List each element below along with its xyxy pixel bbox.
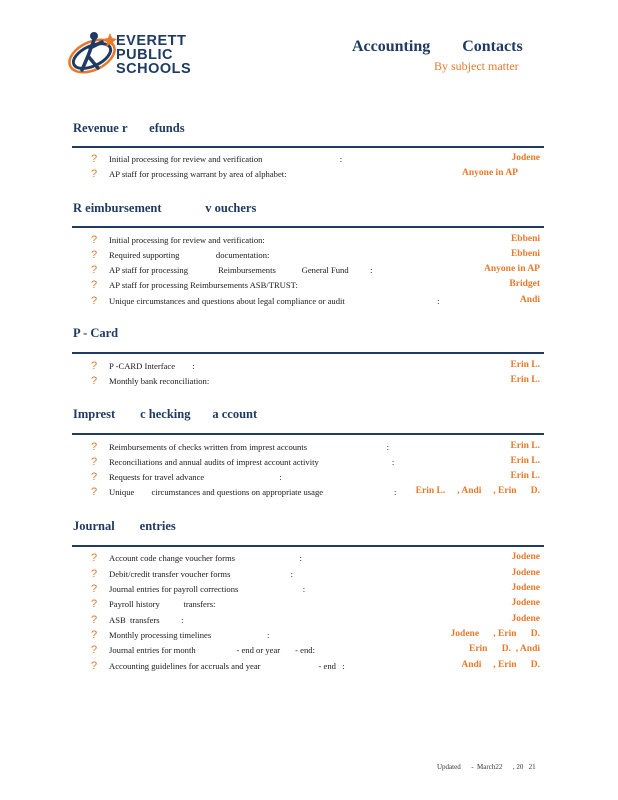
list-item (0, 361, 618, 375)
list-item (0, 376, 618, 390)
section-title-p-card: P - Card (73, 326, 119, 340)
item-text: Monthly bank reconciliation: (109, 376, 210, 386)
list-item (0, 250, 618, 264)
list-item (0, 487, 618, 501)
question-mark-icon: ? (91, 234, 98, 246)
section-title-journal-entries: Journal entries (73, 519, 176, 533)
item-contact: Erin L. (510, 456, 540, 466)
question-mark-icon: ? (91, 360, 98, 372)
item-text: Journal entries for payroll corrections : (109, 584, 306, 594)
list-item (0, 235, 618, 249)
item-text: Reconciliations and annual audits of imprest account activity : (109, 457, 395, 467)
item-text: Account code change voucher forms : (109, 553, 302, 563)
list-item (0, 553, 618, 567)
item-contact: Jodene (511, 153, 540, 163)
page-subtitle: By subject matter (434, 59, 519, 73)
list-item (0, 630, 618, 644)
item-contact: Bridget (509, 279, 540, 289)
list-item (0, 154, 618, 168)
list-item (0, 661, 618, 675)
item-text: Accounting guidelines for accruals and year - end : (109, 661, 345, 671)
list-item (0, 457, 618, 471)
item-contact: Jodene (511, 598, 540, 608)
section-divider (72, 545, 544, 547)
item-text: AP staff for processing warrant by area of alphabet: (109, 169, 287, 179)
item-text: Monthly processing timelines : (109, 630, 270, 640)
question-mark-icon: ? (91, 660, 98, 672)
item-contact: Erin L. , Andi , Erin D. (415, 486, 540, 496)
item-contact: Jodene (511, 568, 540, 578)
question-mark-icon: ? (91, 614, 98, 626)
section-divider (72, 226, 544, 228)
item-contact: Ebbeni (510, 249, 540, 259)
item-contact: Erin L. (510, 360, 540, 370)
logo-text (116, 34, 191, 76)
question-mark-icon: ? (91, 441, 98, 453)
item-text: P -CARD Interface : (109, 361, 195, 371)
item-text: Unique circumstances and questions about legal compliance or audit : (109, 296, 440, 306)
section-divider (72, 433, 544, 435)
section-title-revenue-refunds: Revenue r efunds (73, 121, 185, 135)
logo-line-2: PUBLIC (116, 47, 173, 63)
item-contact: Jodene (511, 552, 540, 562)
question-mark-icon: ? (91, 598, 98, 610)
question-mark-icon: ? (91, 552, 98, 564)
item-text: Required supporting documentation: (109, 250, 270, 260)
question-mark-icon: ? (91, 486, 98, 498)
list-item (0, 169, 618, 183)
logo-line-3: SCHOOLS (116, 61, 192, 77)
item-text: Requests for travel advance : (109, 472, 282, 482)
item-text: Initial processing for review and verification: (109, 235, 265, 245)
list-item (0, 442, 618, 456)
question-mark-icon: ? (91, 644, 98, 656)
list-item (0, 584, 618, 598)
section-title-imprest-checking-account: Imprest c hecking a ccount (73, 407, 258, 421)
question-mark-icon: ? (91, 168, 98, 180)
item-contact: Jodene (511, 583, 540, 593)
question-mark-icon: ? (91, 568, 98, 580)
question-mark-icon: ? (91, 249, 98, 261)
item-contact: Andi , Erin D. (461, 660, 540, 670)
list-item (0, 472, 618, 486)
list-item (0, 265, 618, 279)
question-mark-icon: ? (91, 279, 98, 291)
list-item (0, 645, 618, 659)
question-mark-icon: ? (91, 629, 98, 641)
item-text: AP staff for processing Reimbursements General Fund : (109, 265, 373, 275)
section-divider (72, 146, 544, 148)
item-text: Reimbursements of checks written from imprest accounts : (109, 442, 389, 452)
question-mark-icon: ? (91, 583, 98, 595)
item-text: ASB transfers : (109, 615, 184, 625)
item-contact: Erin D. , Andi (468, 644, 540, 654)
item-contact: Jodene (511, 614, 540, 624)
list-item (0, 296, 618, 310)
item-text: Unique circumstances and questions on appropriate usage : (109, 487, 397, 497)
item-text: Journal entries for month - end or year - end: (109, 645, 315, 655)
question-mark-icon: ? (91, 295, 98, 307)
question-mark-icon: ? (91, 264, 98, 276)
section-title-reimbursement-vouchers: R eimbursement v ouchers (73, 201, 257, 215)
item-contact: Erin L. (510, 375, 540, 385)
item-contact: Andi (519, 295, 540, 305)
question-mark-icon: ? (91, 471, 98, 483)
updated-date: Updated - March22 , 20 21 (437, 763, 536, 771)
item-text: Payroll history transfers: (109, 599, 216, 609)
item-text: AP staff for processing Reimbursements ASB/TRUST: (109, 280, 298, 290)
section-divider (72, 352, 544, 354)
item-contact: Jodene , Erin D. (450, 629, 540, 639)
question-mark-icon: ? (91, 375, 98, 387)
item-contact: Erin L. (510, 471, 540, 481)
item-contact: Erin L. (510, 441, 540, 451)
page-title: Accounting Contacts (352, 38, 523, 55)
list-item (0, 280, 618, 294)
list-item (0, 615, 618, 629)
item-contact: Anyone in AP (462, 168, 518, 178)
item-text: Initial processing for review and verification : (109, 154, 343, 164)
item-contact: Ebbeni (510, 234, 540, 244)
question-mark-icon: ? (91, 153, 98, 165)
logo-line-1: EVERETT (116, 33, 187, 49)
list-item (0, 599, 618, 613)
question-mark-icon: ? (91, 456, 98, 468)
list-item (0, 569, 618, 583)
item-text: Debit/credit transfer voucher forms : (109, 569, 294, 579)
item-contact: Anyone in AP (484, 264, 540, 274)
